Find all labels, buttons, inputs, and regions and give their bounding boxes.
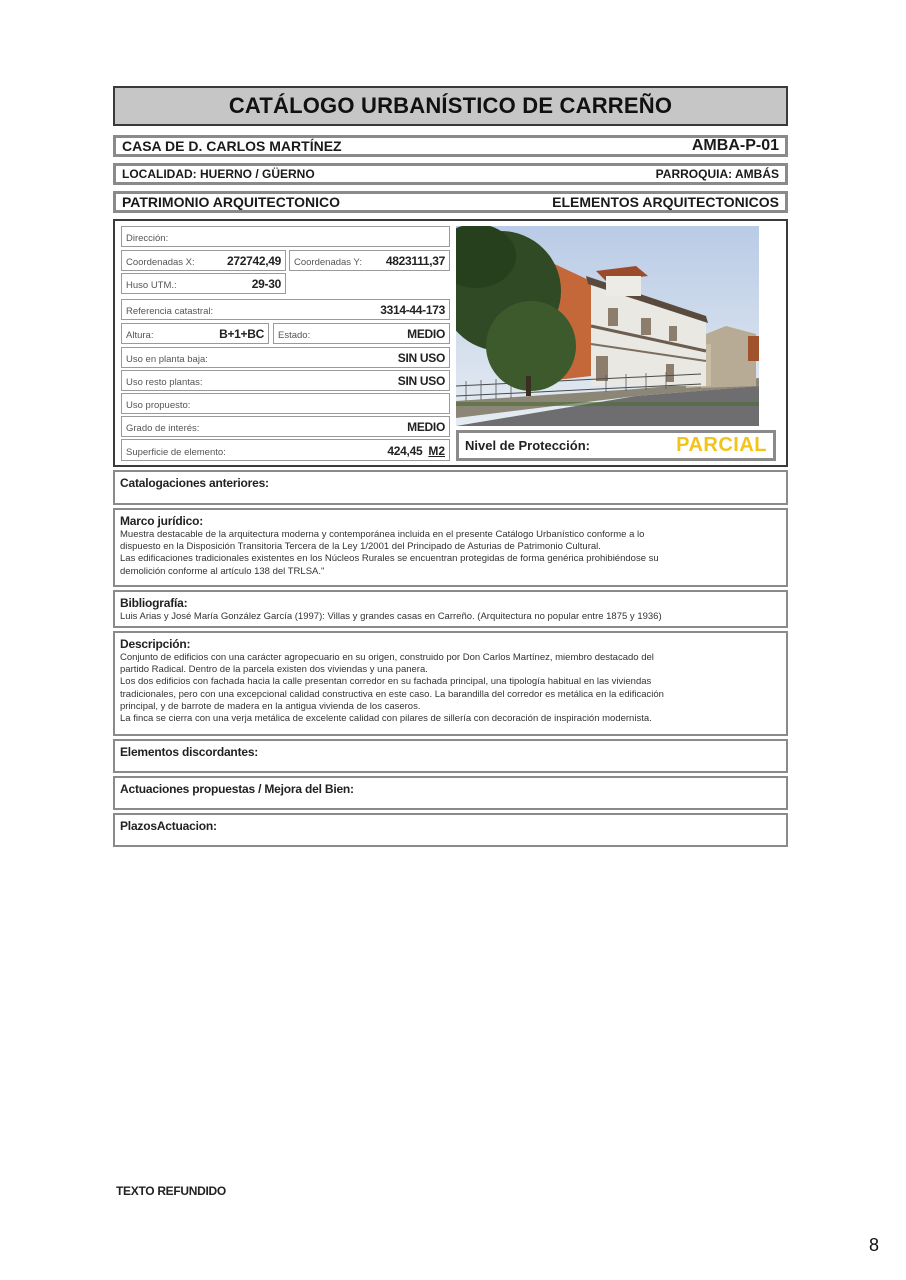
uso-resto-value: SIN USO <box>397 374 445 388</box>
coord-x-label: Coordenadas X: <box>126 257 195 268</box>
plazos-title: PlazosActuacion: <box>120 819 217 833</box>
marco-line: demolición conforme al artículo 138 del TRLSA." <box>120 565 325 577</box>
altura-field <box>121 323 269 344</box>
uso-resto-field <box>121 370 450 391</box>
subcategory: ELEMENTOS ARQUITECTONICOS <box>552 194 779 210</box>
category: PATRIMONIO ARQUITECTONICO <box>122 194 341 210</box>
section-elementos-discordantes <box>113 739 788 773</box>
descripcion-line: Los dos edificios con fachada hacia la calle presentan corredor en su fachada principal, una tipología habitual en las viviendas <box>120 676 652 688</box>
huso-field <box>121 273 286 294</box>
bibliografia-line: Luis Arias y José María González García (1997): Villas y grandes casas en Carreño. (Arquitectura no popular entre 1875 y 1936) <box>120 611 662 622</box>
details-panel <box>113 219 788 467</box>
section-plazos <box>113 813 788 847</box>
direccion-field <box>121 226 450 247</box>
section-bibliografia <box>113 590 788 628</box>
protection-level-value: PARCIAL <box>676 434 767 456</box>
descripcion-line: partido Radical. Dentro de la parcela existen dos viviendas y una panera. <box>120 664 428 676</box>
altura-label: Altura: <box>126 330 154 341</box>
superficie-value-group <box>387 444 445 458</box>
building-photo-image <box>456 226 759 426</box>
ref-catastral-label: Referencia catastral: <box>126 306 214 317</box>
grado-interes-label: Grado de interés: <box>126 423 200 434</box>
estado-label: Estado: <box>278 330 311 341</box>
huso-value: 29-30 <box>251 277 281 291</box>
category-row <box>113 191 788 213</box>
section-catalogaciones <box>113 470 788 505</box>
huso-label: Huso UTM.: <box>126 280 177 291</box>
descripcion-line: principal, y de barrote de madera en la antigua vivienda de los caseros. <box>120 700 421 712</box>
marco-title: Marco jurídico: <box>120 514 204 528</box>
superficie-label: Superficie de elemento: <box>126 447 226 458</box>
ref-catastral-value: 3314-44-173 <box>380 303 445 317</box>
building-photo <box>456 226 759 426</box>
protection-level <box>456 430 776 461</box>
descripcion-body <box>120 652 781 725</box>
superficie-value: 424,45 <box>387 444 423 458</box>
altura-value: B+1+BC <box>219 327 264 341</box>
building-name: CASA DE D. CARLOS MARTÍNEZ <box>122 138 342 154</box>
document-title: CATÁLOGO URBANÍSTICO DE CARREÑO <box>113 86 788 126</box>
page-number: 8 <box>869 1235 880 1255</box>
coord-y-label: Coordenadas Y: <box>294 257 362 268</box>
uso-planta-baja-label: Uso en planta baja: <box>126 354 208 365</box>
uso-propuesto-label: Uso propuesto: <box>126 400 191 411</box>
estado-field <box>273 323 450 344</box>
discordantes-title: Elementos discordantes: <box>120 745 259 759</box>
section-descripcion <box>113 631 788 736</box>
descripcion-line: La finca se cierra con una verja metálica de excelente calidad con pilares de sillería con decoración de inspiración modernista. <box>120 713 652 725</box>
grado-interes-value: MEDIO <box>407 420 445 434</box>
uso-planta-baja-field <box>121 347 450 368</box>
catalog-code: AMBA-P-01 <box>691 137 779 154</box>
ref-catastral-field <box>121 299 450 320</box>
uso-planta-baja-value: SIN USO <box>397 351 445 365</box>
superficie-field <box>121 439 450 461</box>
coord-y-value: 4823111,37 <box>385 254 445 268</box>
actuaciones-title: Actuaciones propuestas / Mejora del Bien: <box>120 782 354 796</box>
section-actuaciones <box>113 776 788 810</box>
grado-interes-field <box>121 416 450 437</box>
coord-y-field <box>289 250 450 271</box>
coord-x-value: 272742,49 <box>226 254 281 268</box>
bibliografia-title: Bibliografía: <box>120 596 188 610</box>
footer-label: TEXTO REFUNDIDO <box>116 1184 226 1198</box>
coord-x-field <box>121 250 286 271</box>
estado-value: MEDIO <box>407 327 445 341</box>
descripcion-line: tradicionales, pero con una excepcional calidad constructiva en este caso. La barandilla del corredor es metálica en la edificación <box>120 688 664 700</box>
catalogaciones-title: Catalogaciones anteriores: <box>120 476 269 490</box>
section-marco-juridico <box>113 508 788 587</box>
building-name-row <box>113 135 788 157</box>
protection-level-label: Nivel de Protección: <box>465 438 590 453</box>
location-row <box>113 163 788 185</box>
uso-resto-label: Uso resto plantas: <box>126 377 203 388</box>
parroquia: PARROQUIA: AMBÁS <box>655 167 779 181</box>
superficie-unit: M2 <box>428 444 445 458</box>
bibliografia-body <box>120 611 781 623</box>
marco-line: Las edificaciones tradicionales existentes en los Núcleos Rurales se encuentran protegidas de forma genérica prohibiéndose su <box>120 553 659 565</box>
marco-line: dispuesto en la Disposición Transitoria Tercera de la Ley 1/2001 del Principado de Asturias de Patrimonio Cultural. <box>120 541 601 553</box>
uso-propuesto-field <box>121 393 450 414</box>
marco-body <box>120 529 781 578</box>
descripcion-title: Descripción: <box>120 637 191 651</box>
descripcion-line: Conjunto de edificios con una carácter agropecuario en su origen, construido por Don Carlos Martínez, miembro destacado del <box>120 652 654 663</box>
localidad: LOCALIDAD: HUERNO / GÜERNO <box>122 167 315 181</box>
direccion-label: Dirección: <box>126 233 169 244</box>
marco-line: Muestra destacable de la arquitectura moderna y contemporánea incluida en el presente Catálogo Urbanístico conforme a lo <box>120 529 645 540</box>
catalog-sheet <box>113 86 788 847</box>
